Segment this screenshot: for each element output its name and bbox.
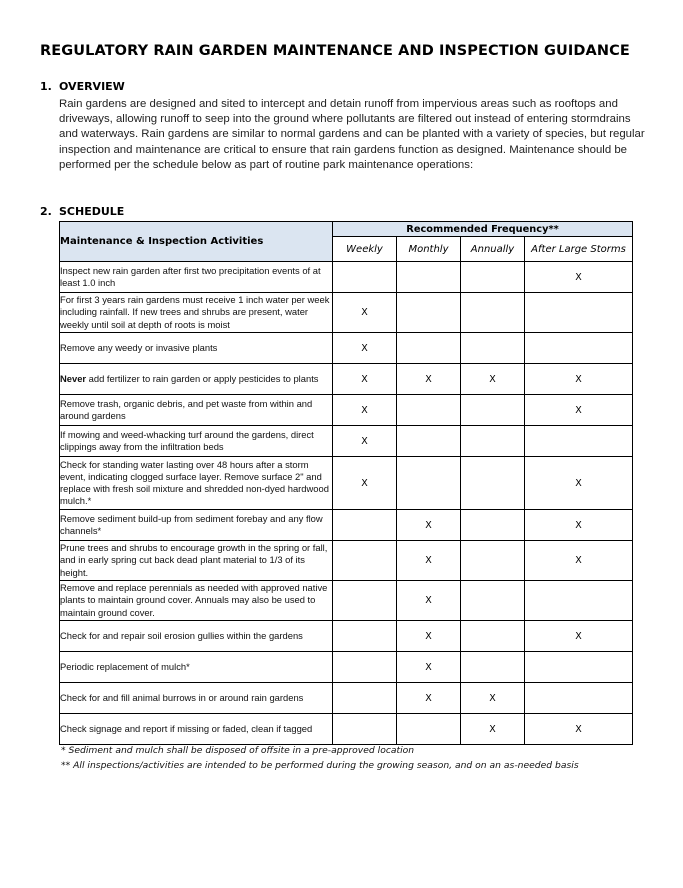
frequency-mark-cell: X — [397, 541, 461, 581]
table-row — [60, 621, 633, 652]
activity-text: Check signage and report if missing or faded, clean if tagged — [60, 722, 313, 734]
frequency-mark-cell — [397, 293, 461, 333]
table-row — [60, 714, 633, 745]
frequency-mark-cell: X — [333, 333, 397, 364]
activity-cell — [60, 581, 333, 621]
activity-text: Check for and repair soil erosion gullies within the gardens — [60, 629, 303, 641]
frequency-mark-cell: X — [333, 364, 397, 395]
activity-text: Remove and replace perennials as needed with approved native plants to maintain ground cover. Annuals may also be used to maintain ground cover. — [60, 582, 328, 618]
activities-header: Maintenance & Inspection Activities — [60, 222, 333, 262]
frequency-mark-cell — [333, 621, 397, 652]
frequency-mark-cell: X — [397, 364, 461, 395]
frequency-mark-cell: X — [333, 395, 397, 426]
frequency-mark-cell — [397, 333, 461, 364]
activity-text: If mowing and weed-whacking turf around the gardens, direct clippings away from the infiltration beds — [60, 428, 314, 452]
activity-cell — [60, 293, 333, 333]
activity-text: Check for standing water lasting over 48 hours after a storm event, indicating clogged surface layer. Remove surface 2" and replace with fresh soil mixture and shredded non-dyed hardwood mulch.* — [60, 458, 329, 507]
activity-cell — [60, 364, 333, 395]
table-row — [60, 364, 633, 395]
schedule-table — [59, 221, 633, 745]
overview-heading-text: OVERVIEW — [59, 80, 125, 93]
table-row — [60, 426, 633, 457]
table-row — [60, 262, 633, 293]
frequency-mark-cell — [461, 457, 525, 510]
frequency-mark-cell — [461, 652, 525, 683]
schedule-heading-text: SCHEDULE — [59, 205, 125, 218]
activity-cell — [60, 333, 333, 364]
frequency-mark-cell — [333, 714, 397, 745]
frequency-mark-cell — [461, 581, 525, 621]
activity-cell — [60, 510, 333, 541]
frequency-mark-cell — [397, 714, 461, 745]
frequency-mark-cell: X — [397, 581, 461, 621]
overview-paragraph: Rain gardens are designed and sited to intercept and detain runoff from impervious areas such as rooftops and driveways, allowing runoff to seep into the ground where pollutants are filtered out instead of entering stormdrains and waterways. Rain gardens are similar to normal gardens and can be planted with a variety of species, but regular inspection and maintenance are critical to ensure that rain gardens function as designed. Maintenance should be performed per the schedule below as part of routine park maintenance operations: — [59, 98, 645, 171]
frequency-mark-cell — [525, 652, 633, 683]
frequency-mark-cell — [461, 426, 525, 457]
frequency-mark-cell — [333, 541, 397, 581]
activity-text: Inspect new rain garden after first two precipitation events of at least 1.0 inch — [60, 264, 321, 288]
frequency-mark-cell: X — [461, 683, 525, 714]
overview-number: 1. — [40, 80, 52, 93]
frequency-mark-cell: X — [525, 714, 633, 745]
frequency-mark-cell: X — [333, 426, 397, 457]
activity-text: Remove sediment build-up from sediment forebay and any flow channels* — [60, 512, 323, 536]
frequency-mark-cell: X — [461, 364, 525, 395]
frequency-mark-cell — [525, 333, 633, 364]
activity-text: For first 3 years rain gardens must receive 1 inch water per week including rainfall. If new trees and shrubs are present, water weekly until soil at depth of roots is moist — [60, 294, 330, 330]
frequency-mark-cell — [461, 293, 525, 333]
frequency-mark-cell — [397, 457, 461, 510]
frequency-mark-cell — [461, 541, 525, 581]
activity-cell — [60, 714, 333, 745]
frequency-mark-cell: X — [461, 714, 525, 745]
overview-heading — [40, 80, 125, 93]
frequency-mark-cell: X — [525, 457, 633, 510]
table-row — [60, 510, 633, 541]
frequency-mark-cell — [333, 683, 397, 714]
activity-cell — [60, 683, 333, 714]
frequency-header: Recommended Frequency** — [333, 222, 633, 237]
footnote-sediment: * Sediment and mulch shall be disposed of offsite in a pre-approved location — [61, 745, 415, 756]
activity-emphasis: Never — [60, 372, 87, 384]
table-row — [60, 652, 633, 683]
frequency-mark-cell — [333, 652, 397, 683]
activity-cell — [60, 262, 333, 293]
activity-text: add fertilizer to rain garden or apply pesticides to plants — [86, 372, 319, 384]
table-row — [60, 293, 633, 333]
frequency-mark-cell: X — [333, 457, 397, 510]
activity-cell — [60, 652, 333, 683]
frequency-mark-cell — [333, 581, 397, 621]
frequency-mark-cell: X — [525, 364, 633, 395]
frequency-mark-cell: X — [525, 262, 633, 293]
frequency-mark-cell — [461, 333, 525, 364]
activity-cell — [60, 457, 333, 510]
frequency-mark-cell — [525, 426, 633, 457]
table-row — [60, 395, 633, 426]
frequency-mark-cell: X — [333, 293, 397, 333]
table-row — [60, 581, 633, 621]
frequency-mark-cell: X — [397, 652, 461, 683]
table-row — [60, 541, 633, 581]
frequency-mark-cell: X — [525, 541, 633, 581]
table-row — [60, 457, 633, 510]
activity-cell — [60, 541, 333, 581]
column-annually: Annually — [461, 237, 525, 262]
frequency-mark-cell: X — [525, 621, 633, 652]
activity-text: Remove any weedy or invasive plants — [60, 341, 218, 353]
frequency-mark-cell — [461, 395, 525, 426]
frequency-mark-cell — [461, 510, 525, 541]
activity-cell — [60, 621, 333, 652]
frequency-mark-cell — [461, 262, 525, 293]
frequency-mark-cell: X — [525, 395, 633, 426]
frequency-mark-cell — [461, 621, 525, 652]
column-after-large-storms: After Large Storms — [525, 237, 633, 262]
activity-cell — [60, 395, 333, 426]
frequency-mark-cell: X — [397, 621, 461, 652]
frequency-mark-cell: X — [397, 683, 461, 714]
frequency-mark-cell — [397, 395, 461, 426]
frequency-mark-cell: X — [525, 510, 633, 541]
schedule-table-body — [60, 262, 633, 745]
frequency-mark-cell: X — [397, 510, 461, 541]
activity-cell — [60, 426, 333, 457]
column-monthly: Monthly — [397, 237, 461, 262]
activity-text: Periodic replacement of mulch* — [60, 660, 190, 672]
activity-text: Check for and fill animal burrows in or around rain gardens — [60, 691, 304, 703]
frequency-mark-cell — [397, 426, 461, 457]
frequency-mark-cell — [525, 581, 633, 621]
activity-text: Prune trees and shrubs to encourage growth in the spring or fall, and in early spring cut back dead plant material to 1/3 of its height. — [60, 542, 328, 578]
activity-text: Remove trash, organic debris, and pet waste from within and around gardens — [60, 397, 313, 421]
frequency-mark-cell — [333, 262, 397, 293]
schedule-number: 2. — [40, 205, 52, 218]
table-row — [60, 683, 633, 714]
footnote-season: ** All inspections/activities are intended to be performed during the growing season, and on an as-needed basis — [61, 760, 579, 771]
frequency-mark-cell — [397, 262, 461, 293]
frequency-mark-cell — [525, 293, 633, 333]
frequency-mark-cell — [333, 510, 397, 541]
frequency-mark-cell — [525, 683, 633, 714]
table-row — [60, 333, 633, 364]
column-weekly: Weekly — [333, 237, 397, 262]
schedule-heading — [40, 205, 124, 218]
document-title: REGULATORY RAIN GARDEN MAINTENANCE AND INSPECTION GUIDANCE — [40, 43, 630, 59]
